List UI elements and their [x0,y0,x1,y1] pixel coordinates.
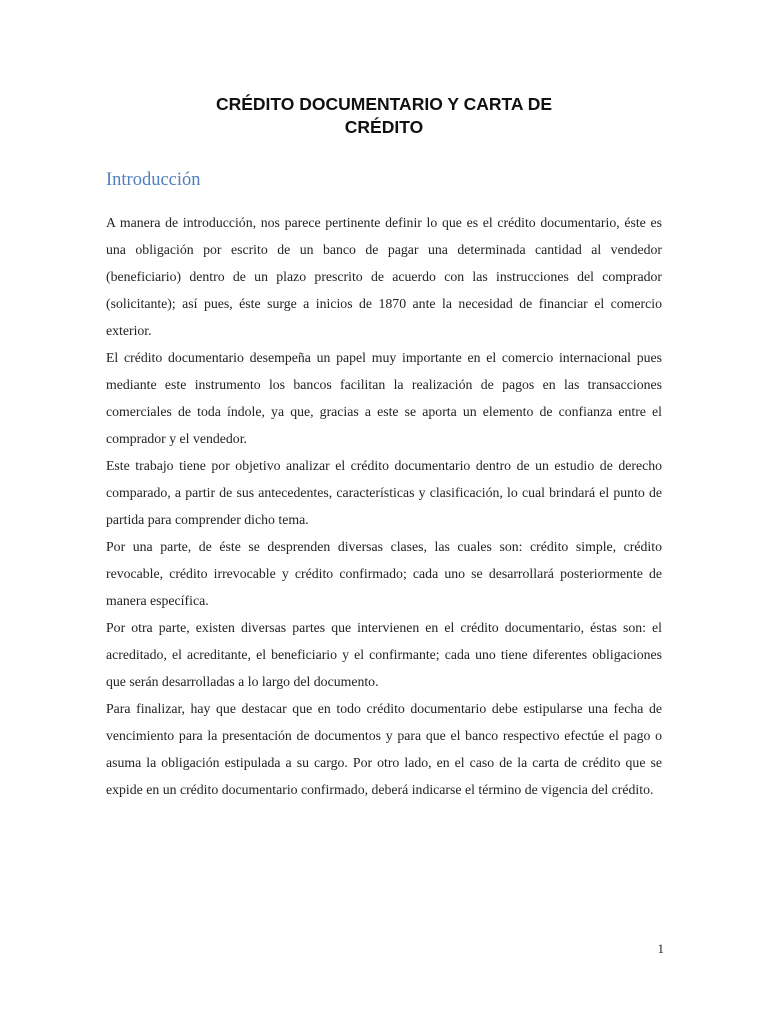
paragraph: El crédito documentario desempeña un papel muy importante en el comercio internacional pues mediante este instrumento los bancos facilitan la realización de pagos en las transacciones comerciales de toda índole, ya que, gracias a este se aporta un elemento de confianza entre el comprador y el vendedor. [106,350,662,446]
document-title [150,93,618,139]
body-text [106,209,662,803]
paragraph: Por otra parte, existen diversas partes que intervienen en el crédito documentario, éstas son: el acreditado, el acreditante, el beneficiario y el confirmante; cada uno tiene diferentes obligaciones que serán desarrolladas a lo largo del documento. [106,620,662,689]
section-heading-introduccion: Introducción [106,170,201,190]
paragraph: Por una parte, de éste se desprenden diversas clases, las cuales son: crédito simple, crédito revocable, crédito irrevocable y crédito confirmado; cada uno se desarrollará posteriormente de manera específica. [106,539,662,608]
paragraph: A manera de introducción, nos parece pertinente definir lo que es el crédito documentario, éste es una obligación por escrito de un banco de pagar una determinada cantidad al vendedor (beneficiario) dentro de un plazo prescrito de acuerdo con las instrucciones del comprador (solicitante); así pues, éste surge a inicios de 1870 ante la necesidad de financiar el comercio exterior. [106,215,662,338]
document-title-line-2: CRÉDITO [344,117,424,137]
paragraph: Para finalizar, hay que destacar que en todo crédito documentario debe estipularse una fecha de vencimiento para la presentación de documentos y para que el banco respectivo efectúe el pago o asuma la obligación estipulada a su cargo. Por otro lado, en el caso de la carta de crédito que se expide en un crédito documentario confirmado, deberá indicarse el término de vigencia del crédito. [106,701,662,797]
document-title-line-1: CRÉDITO DOCUMENTARIO Y CARTA DE [215,94,553,114]
page-number: 1 [657,941,664,956]
paragraph: Este trabajo tiene por objetivo analizar el crédito documentario dentro de un estudio de derecho comparado, a partir de sus antecedentes, características y clasificación, lo cual brindará el punto de partida para comprender dicho tema. [106,458,662,527]
